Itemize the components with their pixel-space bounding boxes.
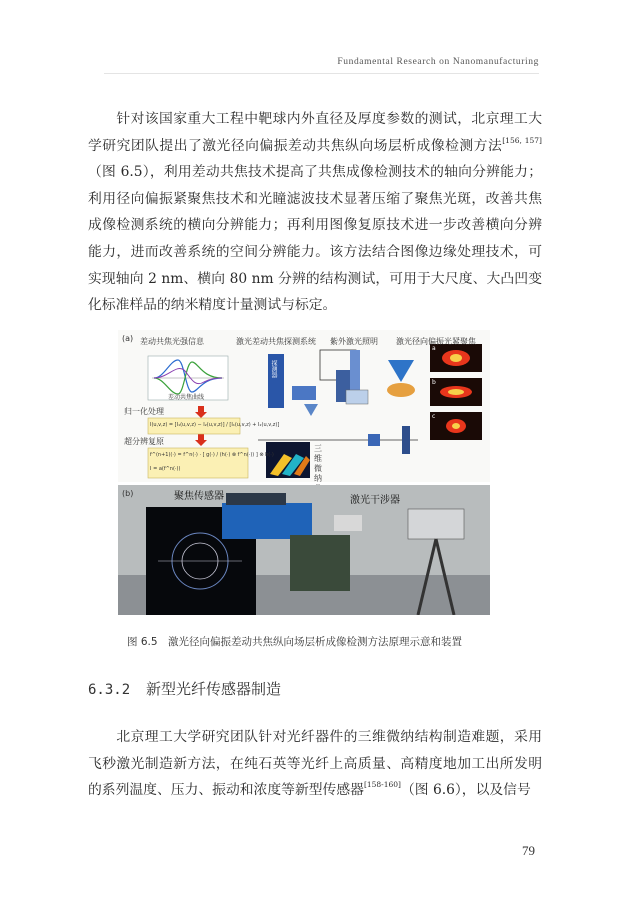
xyz-stage: [290, 535, 350, 591]
interferometer-label: 激光干涉器: [350, 495, 400, 506]
focus-sensor-label: 聚焦传感器: [174, 491, 224, 502]
header-rule: [104, 73, 539, 74]
spot-label-c: c: [432, 413, 436, 420]
focus-sensor-unit: [222, 503, 312, 539]
page-number: 79: [522, 843, 535, 858]
paragraph-2-text-a: 北京理工大学研究团队针对光纤器件的三维微纳结构制造难题，采用飞秒激光制造新方法，在纯石英等光纤上高质量、高精度地加工出所发明的系列温度、压力、振动和浓度等新型传感器: [88, 729, 542, 799]
prism-block: [346, 390, 368, 404]
section-heading: [88, 678, 281, 699]
sensor-top-block: [226, 493, 286, 505]
figure-6-5: [118, 330, 490, 615]
beam-splitter-box: [292, 386, 316, 400]
curve-label: 差动共焦曲线: [168, 394, 205, 401]
citation-156-157[interactable]: [156, 157]: [502, 135, 542, 145]
paragraph-1-text-b: （图 6.5），利用差动共焦技术提高了共焦成像检测技术的轴向分辨能力；利用径向偏振紧聚焦技术和光瞳滤波技术显著压缩了聚焦光斑，改善共焦成像检测系统的横向分辨能力；再利用图像复原技术进一步改善横向分辨能力，进而改善系统的空间分辨能力。该方法结合图像边缘处理技术，可实现轴向 2 nm、横向 80 nm 分辨的结构测试，可用于大尺度、大凸凹变化标准样品的纳米精度计量测试与标定。: [88, 164, 542, 314]
panel-a-diagram: [118, 330, 490, 482]
step-super-resolution: 超分辨复原: [124, 437, 164, 446]
focusing-cone: [388, 360, 414, 382]
laser-interferometer: [408, 509, 464, 539]
title-detection-system: 激光差动共焦探测系统: [236, 337, 316, 346]
spot-label-b: b: [432, 379, 436, 386]
title-radial-polarization: 激光径向偏振光紧聚焦: [396, 337, 476, 346]
detector-label: 探测器: [270, 360, 277, 378]
section-title: 新型光纤传感器制造: [146, 680, 282, 698]
uv-laser-tube: [350, 350, 360, 390]
paragraph-1-text-a: 针对该国家重大工程中靶球内外直径及厚度参数的测试，北京理工大学研究团队提出了激光径向偏振差动共焦纵向场层析成像检测方法: [88, 111, 542, 154]
apparatus-photo: [118, 485, 490, 615]
paragraph-1: [88, 106, 542, 319]
figure-panel-b: [118, 485, 490, 615]
arrow-down-1: [195, 406, 207, 418]
arrow-down-2: [195, 434, 207, 446]
section-number: 6.3.2: [88, 682, 131, 698]
structure-label: 三维微纳: [314, 444, 322, 483]
objective-element: [402, 426, 410, 454]
figure-panel-a: [118, 330, 490, 482]
title-uv-illumination: 紫外激光照明: [330, 337, 378, 346]
paragraph-2: [88, 724, 542, 804]
pupil-filter: [387, 383, 415, 397]
citation-158-160[interactable]: [158-160]: [363, 780, 401, 790]
spot-label-a: a: [432, 345, 436, 352]
formula-normalize: I(u,v,z) = [I₁(u,v,z) − I₂(u,v,z)] / [I₁(u,v,z) + I₂(u,v,z)]: [150, 422, 280, 428]
running-header: Fundamental Research on Nanomanufacturing: [337, 57, 539, 67]
focus-cone-1: [304, 404, 318, 416]
sample-holder: [334, 515, 362, 531]
figure-caption: 图 6.5 激光径向偏振差动共焦纵向场层析成像检测方法原理示意和装置: [127, 636, 463, 648]
lens-element: [368, 434, 380, 446]
step-normalize: 归一化处理: [124, 407, 164, 416]
paragraph-2-text-b: （图 6.6），以及信号: [400, 782, 531, 799]
panel-b-label: (b): [122, 489, 134, 498]
panel-a-label: (a): [122, 334, 134, 343]
formula-restore: f^(n+1)(·) = f^n(·) · [ g(·) / (h(·) ⊗ f^n(·)) ] ⊗ h(·): [150, 452, 274, 458]
title-intensity-info: 差动共焦光强信息: [140, 337, 204, 346]
formula-result: I = a(f^n(·)): [150, 466, 181, 472]
